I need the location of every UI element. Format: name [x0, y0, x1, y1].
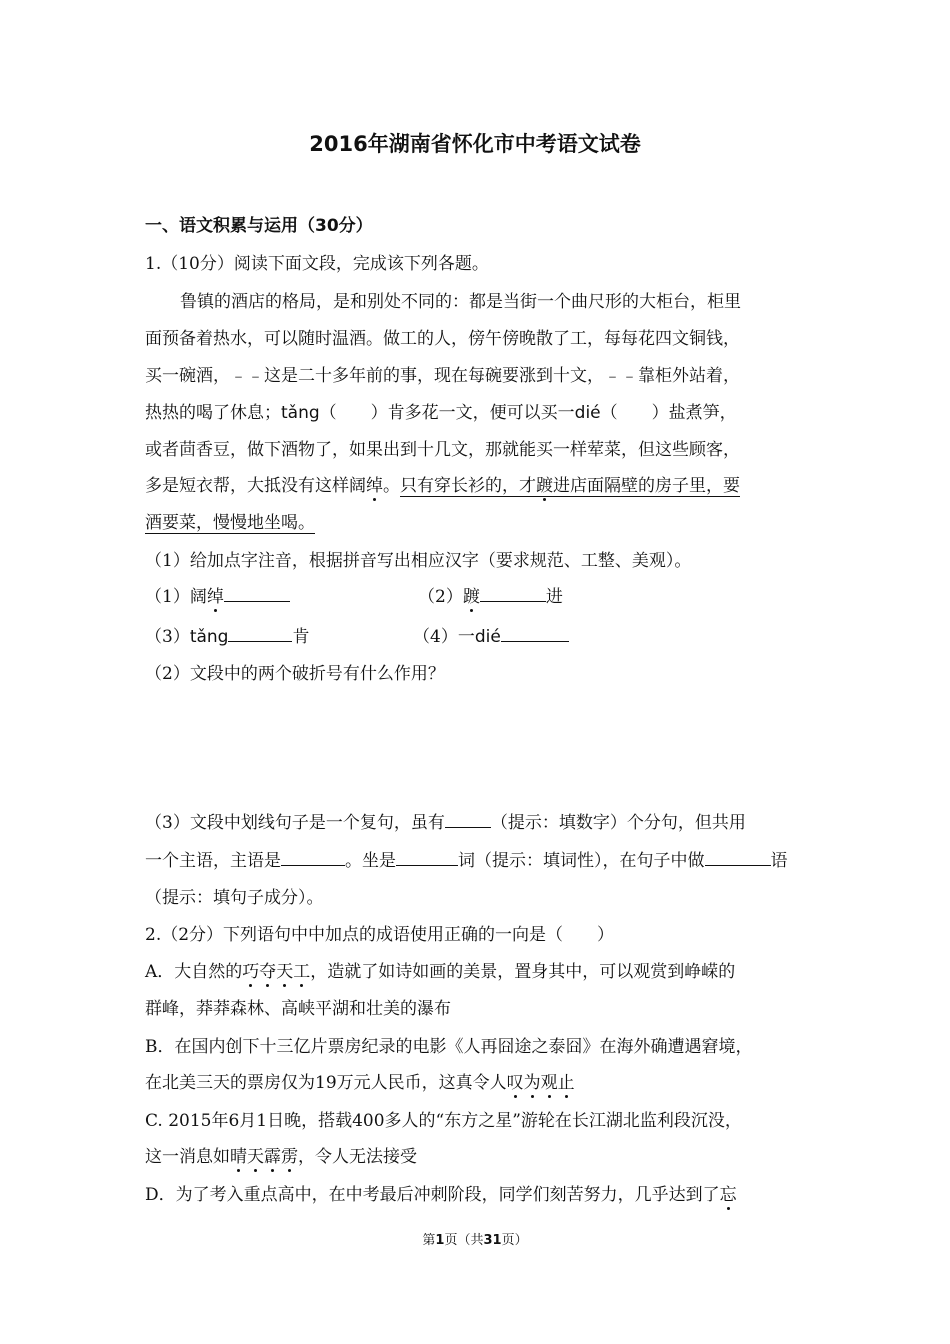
dotted-char: 观 — [540, 1073, 558, 1093]
option-c-line-2 — [145, 1142, 417, 1167]
item-number: （2） — [418, 587, 463, 607]
subquestion-3-line-1 — [145, 808, 746, 833]
dotted-char: 霹 — [264, 1147, 281, 1167]
option-b-line-2 — [145, 1068, 575, 1093]
footer-text: 第 — [422, 1233, 436, 1248]
subquestion-3-line-3: （提示：填句子成分）。 — [145, 888, 324, 908]
question-1-stem: 1.（10分）阅读下面文段，完成该下列各题。 — [145, 254, 489, 274]
option-text: A．大自然的 — [145, 962, 243, 982]
pinyin-tang: tǎng — [281, 403, 320, 423]
dotted-chars: 忘 — [719, 1185, 737, 1205]
question-text: （3）文段中划线句子是一个复句，虽有 — [145, 813, 445, 833]
subquestion-1-item-b — [418, 582, 563, 607]
item-text: 肯 — [292, 627, 310, 647]
option-text: 在北美三天的票房仅为19万元人民币，这真令人 — [145, 1073, 507, 1093]
passage-line-7 — [145, 508, 315, 533]
option-d-line-1[interactable] — [145, 1180, 737, 1205]
pinyin: dié — [474, 627, 501, 647]
page-title: 2016年湖南省怀化市中考语文试卷 — [309, 132, 641, 156]
dotted-char: 工 — [293, 962, 311, 982]
underlined-text: 进店面隔壁的房子里，要 — [553, 476, 740, 496]
dotted-chars — [242, 962, 310, 982]
dotted-char: 天 — [247, 1147, 264, 1167]
passage-line-3: 买一碗酒，﹣﹣这是二十多年前的事，现在每碗要涨到十文，﹣﹣靠柜外站着， — [145, 366, 740, 386]
underlined-text: 只有穿长衫的，才 — [400, 476, 536, 496]
passage-text: 。 — [383, 476, 400, 496]
option-a-line-1[interactable] — [145, 957, 735, 982]
dotted-char: 踱 — [462, 587, 480, 607]
dotted-char: 雳 — [281, 1147, 298, 1167]
dotted-chars — [230, 1147, 298, 1167]
item-text: 进 — [545, 587, 563, 607]
dotted-char: 绰 — [206, 587, 224, 607]
dotted-char: 叹 — [506, 1073, 524, 1093]
answer-blank[interactable] — [445, 811, 491, 828]
passage-text: （ ）肯多花一文，便可以买一 — [319, 403, 575, 423]
passage-line-6 — [145, 471, 740, 496]
question-text: 。坐是 — [345, 851, 396, 871]
answer-blank[interactable] — [228, 625, 292, 642]
answer-blank[interactable] — [480, 585, 546, 602]
passage-line-2: 面预备着热水，可以随时温酒。做工的人，傍午傍晚散了工，每每花四文铜钱， — [145, 329, 740, 349]
page-number: 1 — [435, 1233, 445, 1248]
passage-line-5: 或者茴香豆，做下酒物了，如果出到十几文，那就能买一样荤菜，但这些顾客， — [145, 440, 740, 460]
subquestion-2-prompt: （2）文段中的两个破折号有什么作用？ — [145, 664, 445, 684]
dotted-idiom — [242, 962, 310, 982]
page-footer — [0, 1229, 950, 1248]
answer-blank[interactable] — [224, 585, 290, 602]
answer-blank[interactable] — [396, 849, 458, 866]
dotted-char: 止 — [557, 1073, 575, 1093]
item-text: 阔 — [189, 587, 207, 607]
passage-line-1: 鲁镇的酒店的格局，是和别处不同的：都是当街一个曲尺形的大柜台，柜里 — [180, 292, 741, 312]
dotted-char: 夺 — [259, 962, 277, 982]
subquestion-3-line-2 — [145, 846, 788, 871]
dotted-chars — [507, 1073, 575, 1093]
item-text: 一 — [457, 627, 475, 647]
subquestion-1-prompt: （1）给加点字注音，根据拼音写出相应汉字（要求规范、工整、美观）。 — [145, 551, 692, 571]
answer-blank[interactable] — [501, 625, 569, 642]
dotted-char: 天 — [276, 962, 294, 982]
option-text: 这一消息如 — [145, 1147, 230, 1167]
option-b-line-1[interactable]: B．在国内创下十三亿片票房纪录的电影《人再囧途之泰囧》在海外确遭遇窘境， — [145, 1037, 753, 1057]
pinyin: tǎng — [189, 627, 229, 647]
dotted-char: 绰 — [366, 476, 383, 496]
footer-text: 页（共 — [444, 1233, 484, 1248]
footer-text: 页） — [501, 1233, 528, 1248]
question-2-stem: 2.（2分）下列语句中中加点的成语使用正确的一向是（ ） — [145, 925, 615, 945]
dotted-char: 晴 — [230, 1147, 247, 1167]
section-heading: 一、语文积累与运用（30分） — [145, 216, 373, 236]
passage-text: （ ）盐煮笋， — [600, 403, 737, 423]
option-a-line-2: 群峰，莽莽森林、高峡平湖和壮美的瀑布 — [145, 999, 451, 1019]
option-text: ，令人无法接受 — [298, 1147, 417, 1167]
question-text: 一个主语，主语是 — [145, 851, 281, 871]
dotted-char: 巧 — [242, 962, 260, 982]
passage-text: 多是短衣帮，大抵没有这样阔 — [145, 476, 366, 496]
dotted-char: 为 — [523, 1073, 541, 1093]
item-number: （3） — [145, 627, 190, 647]
underlined-sentence — [400, 476, 740, 496]
subquestion-1-item-c — [145, 622, 309, 647]
option-text: D．为了考入重点高中，在中考最后冲刺阶段，同学们刻苦努力，几乎达到了 — [145, 1185, 720, 1205]
question-text: 词（提示：填词性），在句子中做 — [458, 851, 705, 871]
passage-text: 热热的喝了休息； — [145, 403, 281, 423]
underlined-sentence: 酒要菜，慢慢地坐喝。 — [145, 513, 315, 533]
option-c-line-1[interactable]: C. 2015年6月1日晚，搭载400多人的“东方之星”游轮在长江湖北监利段沉没， — [145, 1111, 742, 1131]
question-text: （提示：填数字）个分句，但共用 — [490, 813, 746, 833]
answer-blank[interactable] — [281, 849, 345, 866]
passage-line-4 — [145, 398, 737, 423]
item-number: （1） — [145, 587, 190, 607]
answer-blank[interactable] — [705, 849, 771, 866]
item-number: （4） — [413, 627, 458, 647]
dotted-char: 踱 — [536, 476, 553, 496]
pinyin-die: dié — [574, 403, 601, 423]
subquestion-1-item-a — [145, 582, 290, 607]
question-text: 语 — [770, 851, 788, 871]
option-text: ，造就了如诗如画的美景，置身其中，可以观赏到峥嵘的 — [310, 962, 736, 982]
total-pages: 31 — [483, 1233, 502, 1248]
subquestion-1-item-d — [413, 622, 569, 647]
